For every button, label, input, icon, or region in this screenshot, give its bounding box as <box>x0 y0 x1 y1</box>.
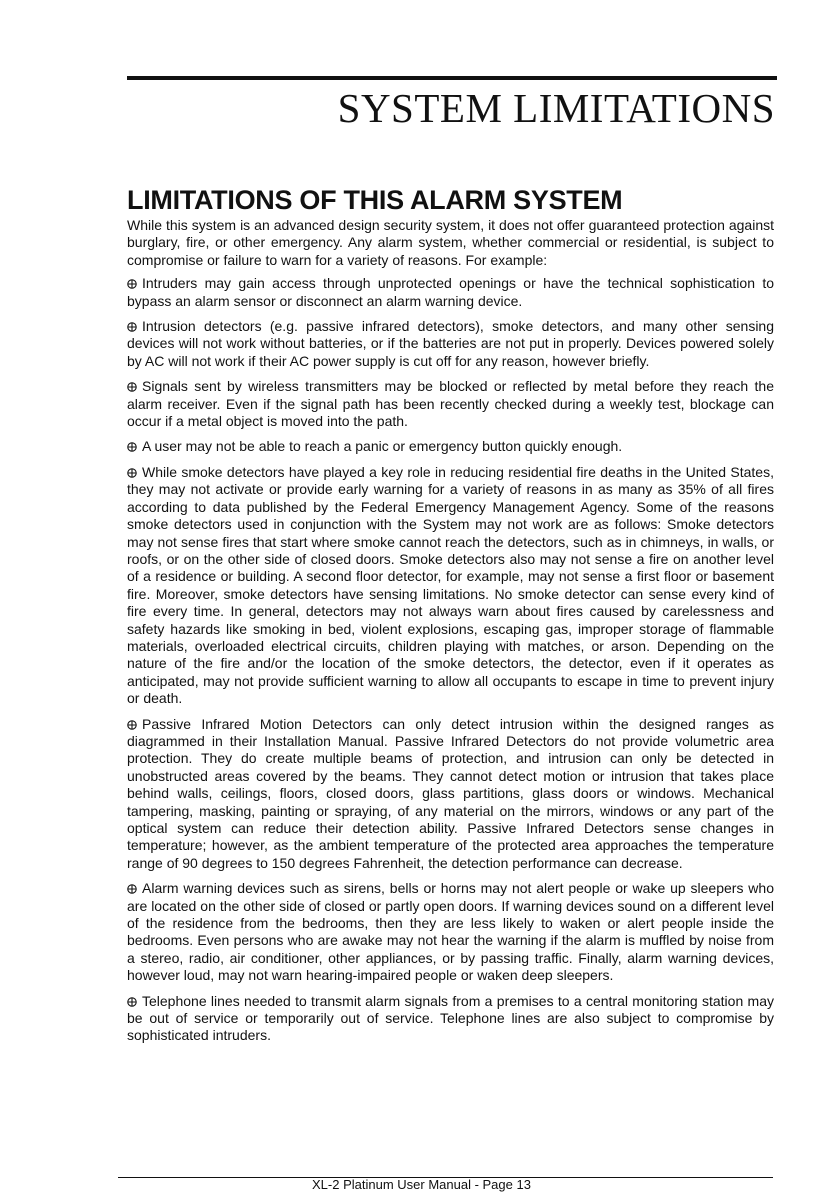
limitation-item <box>127 716 774 873</box>
limitation-item <box>127 993 774 1045</box>
limitation-text: A user may not be able to reach a panic or emergency button quickly enough. <box>142 438 623 455</box>
circled-plus-bullet-icon <box>127 884 137 894</box>
limitation-text: Passive Infrared Motion Detectors can only detect intrusion within the designed ranges as diagrammed in their Installation Manual. Passive Infrared Detectors do not provide volumetric area protection. They do create multiple beams of protection, and intrusion can only be detected in unobstructed areas covered by the beams. They cannot detect motion or intrusion that takes place behind walls, ceilings, floors, closed doors, glass partitions, glass doors or windows. Mechanical tampering, masking, painting or spraying, of any material on the mirrors, windows or any part of the optical system can reduce their detection ability. Passive Infrared Detectors sense changes in temperature; however, as the ambient temperature of the protected area approaches the temperature range of 90 degrees to 150 degrees Fahrenheit, the detection performance can decrease. <box>127 715 774 871</box>
circled-plus-bullet-icon <box>127 720 137 730</box>
document-body <box>127 217 774 1053</box>
page-title: SYSTEM LIMITATIONS <box>337 85 775 131</box>
header-rule <box>127 76 777 80</box>
limitation-text: Alarm warning devices such as sirens, bells or horns may not alert people or wake up sleepers who are located on the other side of closed or partly open doors. If warning devices sound on a different level of the residence from the bedrooms, then they are less likely to waken or alert people inside the bedrooms. Even persons who are awake may not hear the warning if the alarm is muffled by noise from a stereo, radio, air conditioner, other appliances, or by passing traffic. Finally, alarm warning devices, however loud, may not warn hearing-impaired people or waken deep sleepers. <box>127 880 774 984</box>
circled-plus-bullet-icon <box>127 468 137 478</box>
limitation-text: Intruders may gain access through unprotected openings or have the technical sophistication to bypass an alarm sensor or disconnect an alarm warning device. <box>127 275 774 309</box>
circled-plus-bullet-icon <box>127 997 137 1007</box>
circled-plus-bullet-icon <box>127 442 137 452</box>
circled-plus-bullet-icon <box>127 322 137 332</box>
circled-plus-bullet-icon <box>127 382 137 392</box>
limitation-item <box>127 378 774 430</box>
limitation-item <box>127 880 774 984</box>
section-heading: LIMITATIONS OF THIS ALARM SYSTEM <box>127 185 623 215</box>
limitation-item <box>127 438 774 455</box>
limitation-item <box>127 464 774 708</box>
circled-plus-bullet-icon <box>127 279 137 289</box>
limitation-item <box>127 275 774 310</box>
page-footer: XL-2 Platinum User Manual - Page 13 <box>312 1177 531 1192</box>
limitation-text: Signals sent by wireless transmitters may be blocked or reflected by metal before they reach the alarm receiver. Even if the signal path has been recently checked during a weekly test, blockage can occur if a metal object is moved into the path. <box>127 378 774 430</box>
limitation-text: While smoke detectors have played a key role in reducing residential fire deaths in the United States, they may not activate or provide early warning for a variety of reasons in as many as 35% of all fires according to data published by the Federal Emergency Management Agency. Some of the reasons smoke detectors used in conjunction with the System may not work are as follows: Smoke detectors may not sense fires that start where smoke cannot reach the detectors, such as in chimneys, in walls, or roofs, or on the other side of closed doors. Smoke detectors also may not sense a fire on another level of a residence or building. A second floor detector, for example, may not sense a first floor or basement fire. Moreover, smoke detectors have sensing limitations. No smoke detector can sense every kind of fire every time. In general, detectors may not always warn about fires caused by carelessness and safety hazards like smoking in bed, violent explosions, escaping gas, improper storage of flammable materials, overloaded electrical circuits, children playing with matches, or arson. Depending on the nature of the fire and/or the location of the smoke detectors, the detector, even if it operates as anticipated, may not provide sufficient warning to allow all occupants to escape in time to prevent injury or death. <box>127 463 774 707</box>
limitation-text: Intrusion detectors (e.g. passive infrared detectors), smoke detectors, and many other sensing devices will not work without batteries, or if the batteries are not put in properly. Devices powered solely by AC will not work if their AC power supply is cut off for any reason, however briefly. <box>127 318 774 369</box>
limitation-text: Telephone lines needed to transmit alarm signals from a premises to a central monitoring station may be out of service or temporarily out of service. Telephone lines are also subject to compromise by sophisticated intruders. <box>127 992 774 1044</box>
intro-paragraph: While this system is an advanced design security system, it does not offer guaranteed protection against burglary, fire, or other emergency. Any alarm system, whether commercial or residential, is subject to compromise or failure to warn for a variety of reasons. For example: <box>127 217 774 268</box>
limitation-item <box>127 318 774 370</box>
